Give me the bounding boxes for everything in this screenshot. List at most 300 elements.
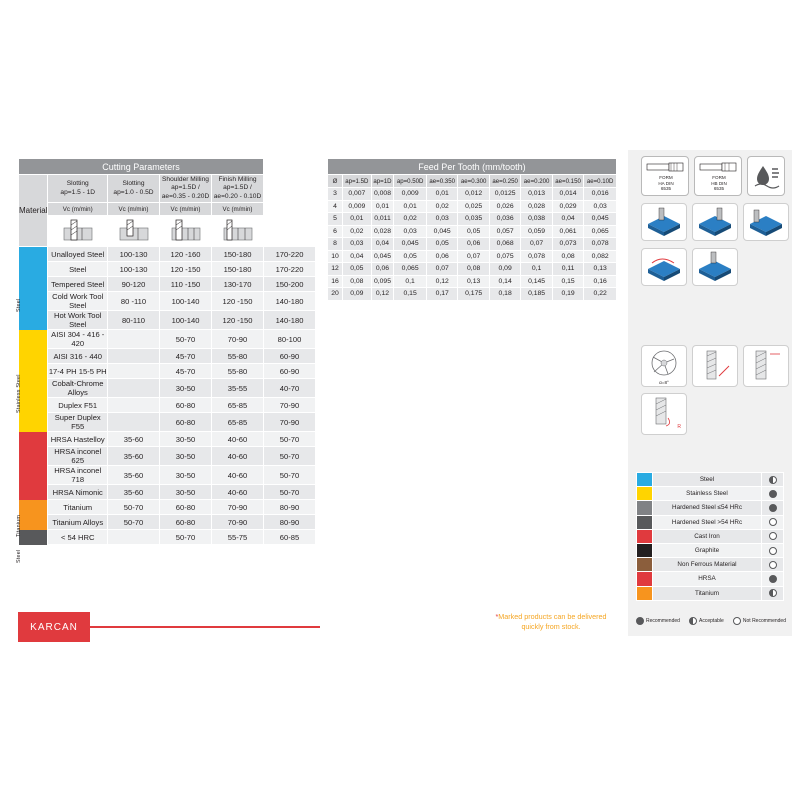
material-name-cell: Duplex F51 (48, 398, 108, 413)
speed-value-cell: 170-220 (264, 247, 316, 262)
feed-value-cell: 0,014 (552, 188, 583, 201)
list-item (637, 487, 784, 501)
feed-value-cell: 0,07 (426, 263, 457, 276)
legend-suitability-marker (762, 487, 784, 501)
speed-value-cell: 50-70 (108, 500, 160, 515)
feed-value-cell: 0,07 (521, 238, 552, 251)
list-item (637, 529, 784, 543)
legend-color-swatch (637, 529, 653, 543)
speed-value-cell: 30-50 (160, 432, 212, 447)
col1-name: Slotting (122, 180, 145, 188)
suitability-dot-icon (769, 589, 777, 597)
speed-value-cell: 55-80 (212, 364, 264, 379)
suitability-dot-icon (769, 575, 777, 583)
legend-suitability-marker (762, 473, 784, 487)
speed-value-cell: 50-70 (264, 447, 316, 466)
material-name-cell: AISI 316 - 440 (48, 349, 108, 364)
speed-value-cell: 100-140 (160, 311, 212, 330)
slotting-diagram-icon-2 (108, 216, 160, 247)
table-row (19, 247, 316, 262)
tool-illustration-1 (692, 345, 738, 387)
feed-value-cell: 0,057 (489, 225, 520, 238)
legend-material-label: Hardened Steel >54 HRc (653, 515, 762, 529)
form-ha-line1: FORM (659, 175, 673, 180)
slotting-diagram-icon-1 (48, 216, 108, 247)
speed-value-cell: 60-85 (264, 530, 316, 545)
feed-value-cell: 0,13 (458, 275, 489, 288)
speed-value-cell: 45-70 (160, 364, 212, 379)
legend-suitability-marker (762, 543, 784, 557)
speed-value-cell: 65-85 (212, 398, 264, 413)
column-header-slotting-2 (108, 175, 160, 203)
table-row (19, 466, 316, 485)
table-row (19, 349, 316, 364)
stock-note-line1: Marked products can be delivered (498, 612, 607, 621)
feed-value-cell: 0,08 (552, 250, 583, 263)
speed-value-cell: 120 -150 (212, 292, 264, 311)
table-row (19, 432, 316, 447)
feed-value-cell: 0,026 (489, 200, 520, 213)
table-row (19, 500, 316, 515)
feed-value-cell: 0,01 (371, 200, 394, 213)
feed-per-tooth-table (327, 158, 617, 301)
table-row (328, 288, 617, 301)
speed-value-cell: 40-60 (212, 466, 264, 485)
suitability-dot-icon (769, 476, 777, 484)
speed-value-cell: 40-60 (212, 447, 264, 466)
material-name-cell: HRSA Nimonic (48, 485, 108, 500)
diameter-cell: 8 (328, 238, 343, 251)
speed-value-cell: 30-50 (160, 466, 212, 485)
table-row (19, 262, 316, 277)
feed-value-cell: 0,045 (426, 225, 457, 238)
material-header: Material (19, 175, 48, 247)
col0-name: Slotting (66, 180, 89, 188)
table-row (328, 263, 617, 276)
legend-footer (636, 617, 786, 625)
material-name-cell: Unalloyed Steel (48, 247, 108, 262)
feed-value-cell: 0,028 (521, 200, 552, 213)
material-name-cell: Cobalt-Chrome Alloys (48, 379, 108, 398)
speed-value-cell: 40-70 (264, 379, 316, 398)
col0-line2: ap=1.5 - 1D (60, 188, 96, 196)
feed-value-cell: 0,05 (394, 250, 427, 263)
feed-value-cell: 0,09 (489, 263, 520, 276)
speed-value-cell: 120 -150 (212, 311, 264, 330)
feed-value-cell: 0,0125 (489, 188, 520, 201)
diameter-cell: 6 (328, 225, 343, 238)
legend-color-swatch (637, 473, 653, 487)
feed-value-cell: 0,068 (489, 238, 520, 251)
speed-value-cell: 35-60 (108, 432, 160, 447)
suitability-dot-icon (769, 504, 777, 512)
stock-note-line2: quickly from stock. (521, 621, 581, 631)
speed-value-cell: 60-80 (160, 398, 212, 413)
group-label-steel-2: Steel (16, 549, 22, 563)
legend-foot-not-recommended (733, 617, 786, 625)
feed-value-cell: 0,14 (489, 275, 520, 288)
form-hb-line2: HB DIN (711, 180, 727, 186)
feed-value-cell: 0,08 (343, 275, 372, 288)
legend-suitability-marker (762, 515, 784, 529)
feed-value-cell: 0,01 (394, 200, 427, 213)
feed-value-cell: 0,038 (521, 213, 552, 226)
vc-unit-1: Vc (m/min) (108, 203, 160, 216)
feed-per-tooth-title: Feed Per Tooth (mm/tooth) (328, 159, 617, 175)
diameter-cell: 20 (328, 288, 343, 301)
table-row (19, 277, 316, 292)
material-name-cell: Cold Work Tool Steel (48, 292, 108, 311)
col2-line2: ap=1.5D / (171, 184, 200, 192)
material-name-cell: AISI 304 - 416 - 420 (48, 330, 108, 349)
speed-value-cell: 50-70 (108, 515, 160, 530)
table-row (19, 311, 316, 330)
speed-value-cell: 100-140 (160, 292, 212, 311)
material-name-cell: < 54 HRC (48, 530, 108, 545)
feed-value-cell: 0,078 (521, 250, 552, 263)
form-hb-line1: FORM (712, 175, 726, 180)
legend-material-label: Hardened Steel ≤54 HRc (653, 501, 762, 515)
speed-value-cell: 100-130 (108, 247, 160, 262)
speed-value-cell: 50-70 (264, 485, 316, 500)
speed-value-cell: 60-80 (160, 413, 212, 432)
speed-value-cell (108, 530, 160, 545)
stock-note-star: * (495, 612, 499, 621)
table-row (19, 364, 316, 379)
feed-value-cell: 0,036 (489, 213, 520, 226)
diameter-cell: 3 (328, 188, 343, 201)
table-row (19, 515, 316, 530)
feed-value-cell: 0,065 (584, 225, 617, 238)
form-ha-din-box (641, 156, 689, 196)
feed-value-cell: 0,05 (343, 263, 372, 276)
legend-suitability-marker (762, 529, 784, 543)
material-name-cell: HRSA Hastelloy (48, 432, 108, 447)
list-item (637, 501, 784, 515)
speed-value-cell: 30-50 (160, 485, 212, 500)
speed-value-cell: 150-180 (212, 262, 264, 277)
feed-value-cell: 0,1 (394, 275, 427, 288)
speed-value-cell: 130-170 (212, 277, 264, 292)
logo-rule (90, 626, 320, 628)
corner-radius-illustration (641, 393, 687, 435)
legend-suitability-marker (762, 572, 784, 586)
feed-value-cell: 0,07 (458, 250, 489, 263)
column-header-finish-milling (212, 175, 264, 203)
feed-column-header: ae=0.250 (489, 175, 520, 188)
feed-value-cell: 0,145 (521, 275, 552, 288)
feed-value-cell: 0,04 (552, 213, 583, 226)
list-item (637, 543, 784, 557)
legend-material-label: Stainless Steel (653, 487, 762, 501)
material-name-cell: Super Duplex F55 (48, 413, 108, 432)
speed-value-cell: 40-60 (212, 485, 264, 500)
diameter-cell: 4 (328, 200, 343, 213)
material-name-cell: 17-4 PH 15-5 PH (48, 364, 108, 379)
speed-value-cell: 80-100 (264, 330, 316, 349)
speed-value-cell: 140-180 (264, 292, 316, 311)
milling-illustration-2 (692, 203, 738, 241)
legend-color-swatch (637, 586, 653, 600)
feed-value-cell: 0,03 (584, 200, 617, 213)
list-item (637, 515, 784, 529)
feed-column-header: ap=1.5D (343, 175, 372, 188)
speed-value-cell: 45-70 (160, 349, 212, 364)
feed-column-header: ae=0.300 (458, 175, 489, 188)
stock-note (466, 612, 636, 631)
legend-color-swatch (637, 501, 653, 515)
material-name-cell: Steel (48, 262, 108, 277)
speed-value-cell: 60-90 (264, 349, 316, 364)
legend-suitability-marker (762, 558, 784, 572)
material-legend-table (636, 472, 784, 601)
feed-value-cell: 0,035 (458, 213, 489, 226)
table-row (19, 447, 316, 466)
speed-value-cell: 50-70 (264, 466, 316, 485)
legend-color-swatch (637, 572, 653, 586)
feed-column-header: ap=0.50D (394, 175, 427, 188)
table-row (19, 292, 316, 311)
speed-value-cell: 30-50 (160, 379, 212, 398)
vc-unit-3: Vc (m/min) (212, 203, 264, 216)
speed-value-cell: 40-60 (212, 432, 264, 447)
tool-illustration-2 (743, 345, 789, 387)
table-row (19, 485, 316, 500)
legend-foot-acceptable-label: Acceptable (699, 618, 724, 624)
speed-value-cell: 150-200 (264, 277, 316, 292)
table-row (19, 330, 316, 349)
feed-value-cell: 0,045 (371, 250, 394, 263)
speed-value-cell: 120 -160 (160, 247, 212, 262)
speed-value-cell: 55-80 (212, 349, 264, 364)
legend-suitability-marker (762, 501, 784, 515)
speed-value-cell: 70-90 (212, 515, 264, 530)
feed-value-cell: 0,02 (343, 225, 372, 238)
table-row (19, 398, 316, 413)
feed-value-cell: 0,13 (584, 263, 617, 276)
speed-value-cell: 120 -150 (160, 262, 212, 277)
feed-value-cell: 0,029 (552, 200, 583, 213)
feed-value-cell: 0,02 (394, 213, 427, 226)
speed-value-cell: 35-60 (108, 485, 160, 500)
brand-logo (18, 612, 90, 642)
legend-color-swatch (637, 487, 653, 501)
legend-foot-acceptable (689, 617, 724, 625)
speed-value-cell: 80 -110 (108, 292, 160, 311)
material-group-color-bar (19, 247, 48, 262)
legend-color-swatch (637, 558, 653, 572)
speed-value-cell: 50-70 (264, 432, 316, 447)
legend-material-label: Cast Iron (653, 529, 762, 543)
feed-value-cell: 0,065 (394, 263, 427, 276)
diameter-cell: 12 (328, 263, 343, 276)
suitability-dot-icon (769, 490, 777, 498)
feed-value-cell: 0,03 (394, 225, 427, 238)
speed-value-cell: 60-90 (264, 364, 316, 379)
milling-illustration-1 (641, 203, 687, 241)
brand-logo-text: KARCAN (30, 621, 78, 633)
feed-column-header: ae=0.150 (552, 175, 583, 188)
feed-value-cell: 0,11 (552, 263, 583, 276)
feed-value-cell: 0,061 (552, 225, 583, 238)
feed-value-cell: 0,185 (521, 288, 552, 301)
feed-value-cell: 0,09 (343, 288, 372, 301)
material-name-cell: HRSA inconel 718 (48, 466, 108, 485)
speed-value-cell: 150-180 (212, 247, 264, 262)
speed-value-cell: 35-55 (212, 379, 264, 398)
feed-value-cell: 0,073 (552, 238, 583, 251)
suitability-dot-icon (769, 518, 777, 526)
milling-illustration-4 (641, 248, 687, 286)
milling-illustration-3 (743, 203, 789, 241)
material-name-cell: Titanium Alloys (48, 515, 108, 530)
table-row (19, 379, 316, 398)
speed-value-cell: 110 -150 (160, 277, 212, 292)
feed-value-cell: 0,078 (584, 238, 617, 251)
col3-line3: ae=0.20 - 0.10D (213, 192, 262, 200)
vc-unit-2: Vc (m/min) (160, 203, 212, 216)
feed-value-cell: 0,013 (521, 188, 552, 201)
speed-value-cell (108, 398, 160, 413)
speed-value-cell: 70-90 (264, 398, 316, 413)
feed-value-cell: 0,016 (584, 188, 617, 201)
speed-value-cell (108, 379, 160, 398)
speed-value-cell: 80-110 (108, 311, 160, 330)
form-ha-line3: 6535 (660, 186, 672, 192)
col1-line2: ap=1.0 - 0.5D (113, 188, 154, 196)
col3-name: Finish Milling (218, 176, 257, 184)
table-row (328, 225, 617, 238)
feed-value-cell: 0,08 (458, 263, 489, 276)
feed-value-cell: 0,18 (489, 288, 520, 301)
speed-value-cell: 140-180 (264, 311, 316, 330)
material-name-cell: HRSA inconel 625 (48, 447, 108, 466)
form-ha-label (642, 175, 690, 192)
feed-column-header: ae=0.10D (584, 175, 617, 188)
feed-value-cell: 0,095 (371, 275, 394, 288)
feed-value-cell: 0,16 (584, 275, 617, 288)
feed-value-cell: 0,19 (552, 288, 583, 301)
suitability-dot-icon (769, 532, 777, 540)
feed-value-cell: 0,03 (426, 213, 457, 226)
feed-value-cell: 0,009 (394, 188, 427, 201)
speed-value-cell: 100-130 (108, 262, 160, 277)
material-name-cell: Titanium (48, 500, 108, 515)
speed-value-cell: 65-85 (212, 413, 264, 432)
material-group-color-bar (19, 466, 48, 485)
feed-value-cell: 0,175 (458, 288, 489, 301)
list-item (637, 473, 784, 487)
speed-value-cell: 55-75 (212, 530, 264, 545)
feed-value-cell: 0,045 (584, 213, 617, 226)
milling-illustration-5 (692, 248, 738, 286)
speed-value-cell (108, 330, 160, 349)
feed-value-cell: 0,02 (426, 200, 457, 213)
list-item (637, 586, 784, 600)
angle-label: α=8° (659, 380, 669, 385)
feed-value-cell: 0,05 (458, 225, 489, 238)
table-row (328, 250, 617, 263)
table-row (328, 238, 617, 251)
legend-material-label: Non Ferrous Material (653, 558, 762, 572)
speed-value-cell: 30-50 (160, 447, 212, 466)
form-hb-label (695, 175, 743, 192)
form-ha-line2: HA DIN (658, 180, 674, 186)
list-item (637, 558, 784, 572)
group-label-titanium: Titanium (16, 514, 22, 538)
col2-name: Shoulder Milling (162, 176, 209, 184)
feed-value-cell: 0,007 (343, 188, 372, 201)
table-row (328, 213, 617, 226)
legend-material-label: Steel (653, 473, 762, 487)
diameter-cell: 16 (328, 275, 343, 288)
feed-value-cell: 0,15 (394, 288, 427, 301)
speed-value-cell: 80-90 (264, 500, 316, 515)
feed-value-cell: 0,028 (371, 225, 394, 238)
feed-value-cell: 0,059 (521, 225, 552, 238)
feed-value-cell: 0,075 (489, 250, 520, 263)
legend-material-label: HRSA (653, 572, 762, 586)
table-row (328, 200, 617, 213)
feed-value-cell: 0,01 (343, 213, 372, 226)
list-item (637, 572, 784, 586)
speed-value-cell: 70-90 (264, 413, 316, 432)
col3-line2: ap=1.5D / (223, 184, 252, 192)
feed-value-cell: 0,06 (371, 263, 394, 276)
feed-value-cell: 0,008 (371, 188, 394, 201)
speed-value-cell: 35-60 (108, 447, 160, 466)
diameter-cell: 10 (328, 250, 343, 263)
group-label-stainless-steel: Stainless Steel (16, 374, 22, 414)
radius-label: R (677, 424, 681, 430)
col2-line3: ae=0.35 - 0.20D (161, 192, 210, 200)
material-name-cell: Hot Work Tool Steel (48, 311, 108, 330)
feed-value-cell: 0,15 (552, 275, 583, 288)
feed-value-cell: 0,009 (343, 200, 372, 213)
feed-value-cell: 0,04 (371, 238, 394, 251)
feed-column-header: ap=1D (371, 175, 394, 188)
speed-value-cell: 50-70 (160, 530, 212, 545)
feed-value-cell: 0,025 (458, 200, 489, 213)
feed-value-cell: 0,1 (521, 263, 552, 276)
shoulder-milling-diagram-icon (160, 216, 212, 247)
legend-material-label: Graphite (653, 543, 762, 557)
material-group-color-bar (19, 262, 48, 277)
speed-value-cell: 170-220 (264, 262, 316, 277)
suitability-dot-icon (769, 561, 777, 569)
form-hb-line3: 6535 (713, 186, 725, 192)
material-group-color-bar (19, 432, 48, 447)
legend-suitability-marker (762, 586, 784, 600)
speed-value-cell: 70-90 (212, 330, 264, 349)
feed-value-cell: 0,22 (584, 288, 617, 301)
feed-value-cell: 0,045 (394, 238, 427, 251)
table-row (19, 413, 316, 432)
cutting-parameters-table (18, 158, 316, 545)
feed-value-cell: 0,012 (458, 188, 489, 201)
speed-value-cell: 80-90 (264, 515, 316, 530)
feed-value-cell: 0,06 (458, 238, 489, 251)
feed-value-cell: 0,082 (584, 250, 617, 263)
speed-value-cell: 60-80 (160, 500, 212, 515)
speed-value-cell (108, 349, 160, 364)
legend-material-label: Titanium (653, 586, 762, 600)
vc-unit-0: Vc (m/min) (48, 203, 108, 216)
column-header-slotting-1 (48, 175, 108, 203)
table-row (328, 275, 617, 288)
speed-value-cell (108, 364, 160, 379)
end-view-illustration (641, 345, 687, 387)
